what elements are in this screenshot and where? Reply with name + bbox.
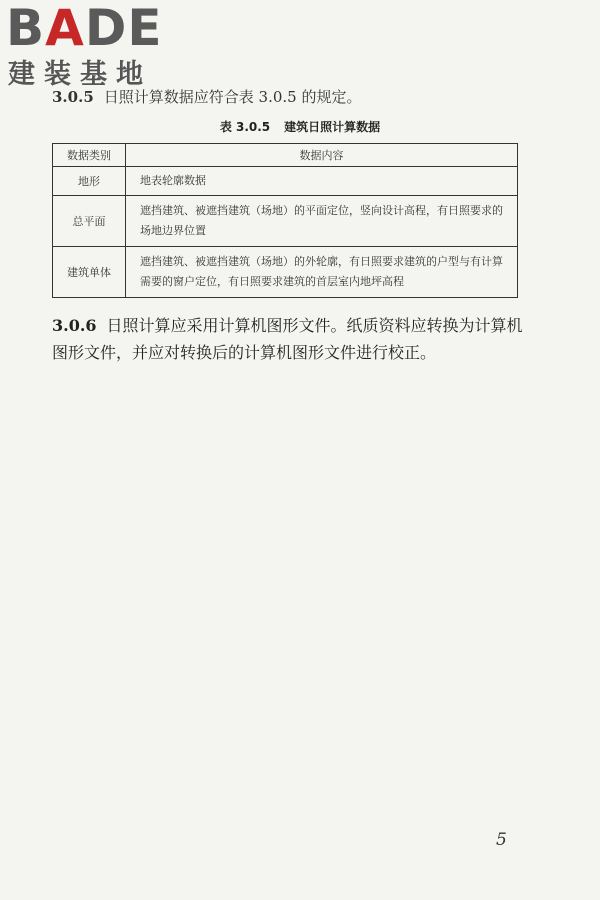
table-header-row <box>53 144 518 167</box>
clause-number: 3.0.6 <box>52 316 97 335</box>
table-number: 表 3.0.5 <box>219 120 271 134</box>
clause-number: 3.0.5 <box>52 88 94 106</box>
clause-text: 日照计算数据应符合表 3.0.5 的规定。 <box>103 88 362 106</box>
column-header-content: 数据内容 <box>126 144 518 167</box>
sunlight-data-table <box>52 143 518 298</box>
clause-3-0-5 <box>52 86 361 107</box>
row-category: 建筑单体 <box>53 247 126 298</box>
table-title: 建筑日照计算数据 <box>284 120 381 134</box>
page-number: 5 <box>496 830 507 850</box>
logo-wordmark <box>6 0 163 57</box>
logo-letter-b: B <box>6 0 46 57</box>
table-caption <box>0 118 600 135</box>
bade-logo <box>6 2 163 90</box>
row-category: 总平面 <box>53 196 126 247</box>
clause-3-0-6 <box>52 312 524 366</box>
column-header-category: 数据类别 <box>53 144 126 167</box>
row-category: 地形 <box>53 167 126 196</box>
row-content: 遮挡建筑、被遮挡建筑（场地）的平面定位，竖向设计高程，有日照要求的场地边界位置 <box>126 196 518 247</box>
logo-letter-a: A <box>45 0 85 57</box>
table-row <box>53 247 518 298</box>
table-row <box>53 167 518 196</box>
row-content: 地表轮廓数据 <box>126 167 518 196</box>
table-row <box>53 196 518 247</box>
clause-text: 日照计算应采用计算机图形文件。纸质资料应转换为计算机图形文件，并应对转换后的计算机图形文件进行校正。 <box>52 316 523 362</box>
row-content: 遮挡建筑、被遮挡建筑（场地）的外轮廓，有日照要求建筑的户型与有计算需要的窗户定位，有日照要求建筑的首层室内地坪高程 <box>126 247 518 298</box>
logo-subtitle: 建装基地 <box>8 59 152 90</box>
logo-letters-de: DE <box>84 0 163 57</box>
